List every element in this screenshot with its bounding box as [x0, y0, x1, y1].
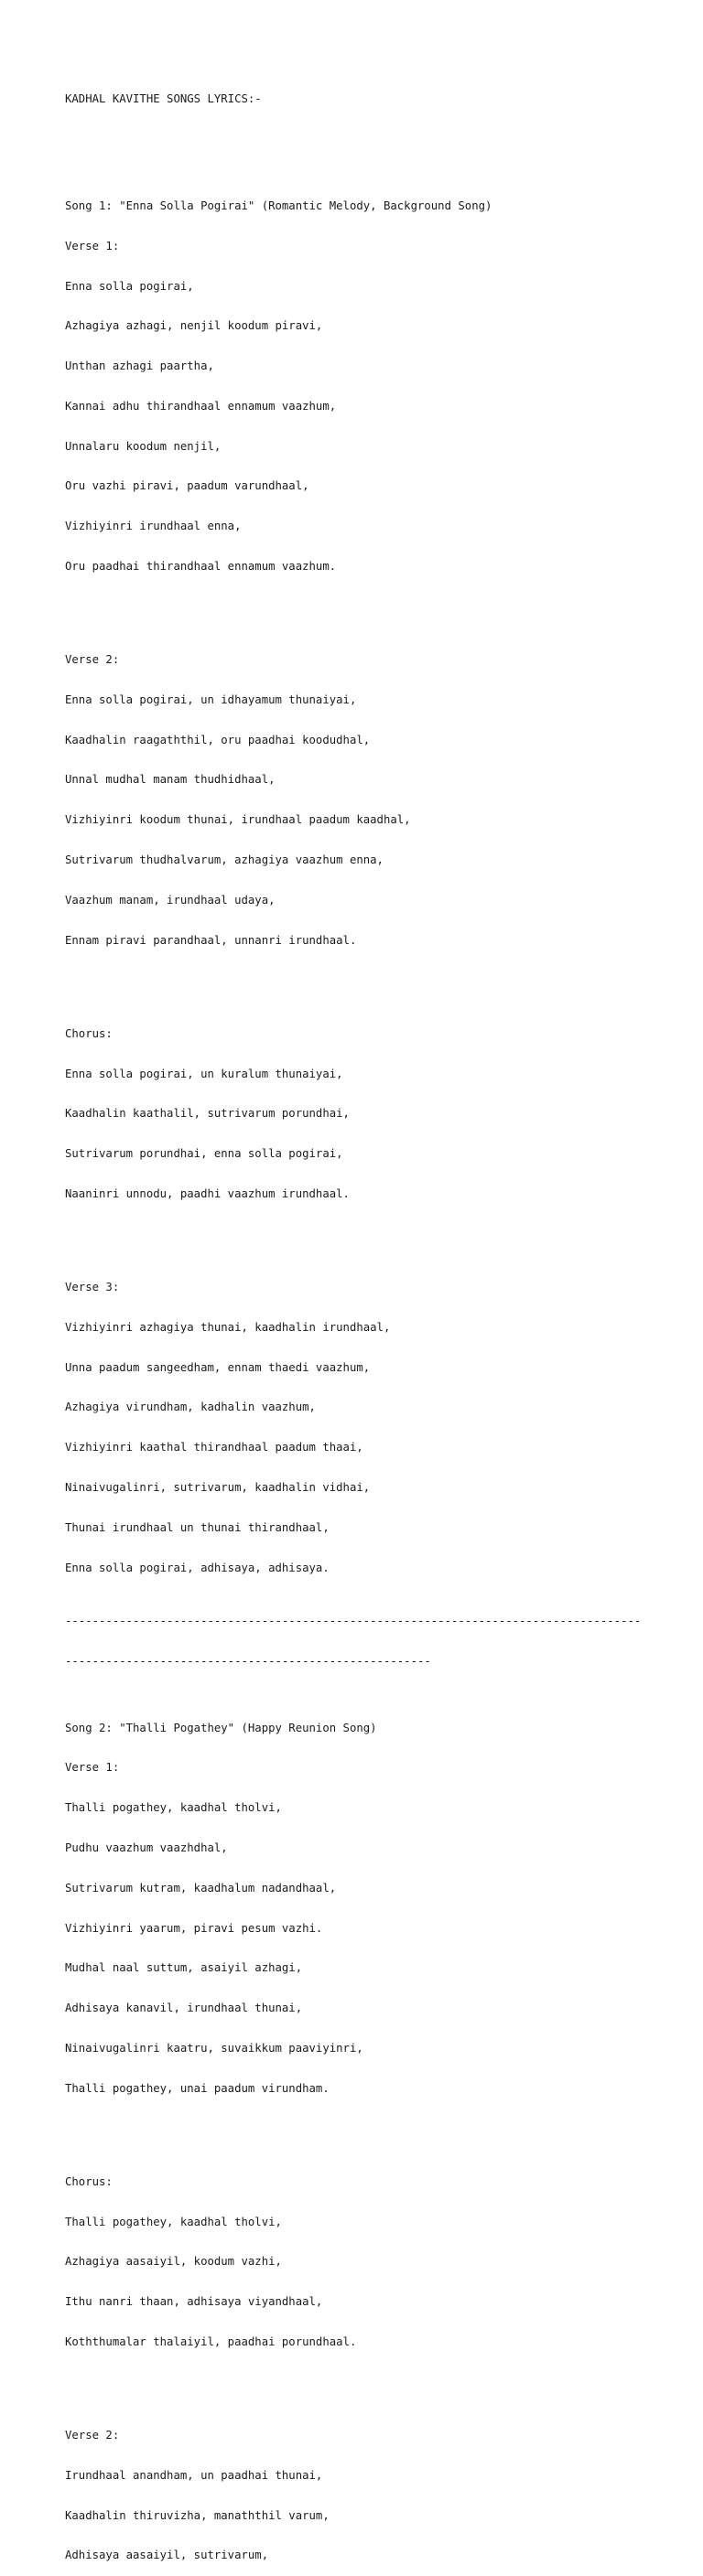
lyric-line: Kaadhalin kaathalil, sutrivarum porundhai,	[65, 1107, 350, 1121]
lyric-line: Thalli pogathey, kaadhal tholvi,	[65, 1801, 282, 1815]
lyric-line: Thunai irundhaal un thunai thirandhaal,	[65, 1520, 330, 1534]
lyric-line: Oru paadhai thirandhaal ennamum vaazhum.	[65, 559, 337, 573]
lyric-line: Ninaivugalinri, sutrivarum, kaadhalin vidhai,	[65, 1480, 371, 1494]
lyric-line: Koththumalar thalaiyil, paadhai porundhaal.	[65, 2334, 357, 2348]
lyric-line: Thalli pogathey, kaadhal tholvi,	[65, 2215, 282, 2228]
song2-verse1-label: Verse 1:	[65, 1761, 120, 1775]
lyric-line: Adhisaya kanavil, irundhaal thunai,	[65, 2002, 303, 2015]
blank-line	[65, 1228, 687, 1241]
lyric-line: Irundhaal anandham, un paadhai thunai,	[65, 2468, 323, 2482]
lyrics-document	[65, 66, 687, 2576]
lyric-line: Azhagiya azhagi, nenjil koodum piravi,	[65, 319, 323, 333]
lyric-line: Enna solla pogirai, adhisaya, adhisaya.	[65, 1561, 330, 1574]
blank-line	[65, 133, 687, 146]
lyric-line: Enna solla pogirai,	[65, 279, 194, 293]
lyric-line: Vizhiyinri yaarum, piravi pesum vazhi.	[65, 1921, 323, 1935]
lyric-line: Kannai adhu thirandhaal ennamum vaazhum,	[65, 399, 337, 413]
lyric-line: Thalli pogathey, unai paadum virundham.	[65, 2081, 330, 2095]
lyric-line: Kaadhalin raagaththil, oru paadhai koodudhal,	[65, 733, 371, 746]
lyric-line: Enna solla pogirai, un idhayamum thunaiyai,	[65, 692, 357, 706]
lyric-line: Naaninri unnodu, paadhi vaazhum irundhaal.	[65, 1186, 350, 1200]
lyric-line: Sutrivarum porundhai, enna solla pogirai,	[65, 1147, 343, 1161]
blank-line	[65, 2121, 687, 2135]
lyric-line: Vaazhum manam, irundhaal udaya,	[65, 893, 276, 907]
lyric-line: Mudhal naal suttum, asaiyil azhagi,	[65, 1961, 303, 1975]
lyric-line: Sutrivarum thudhalvarum, azhagiya vaazhum enna,	[65, 853, 384, 867]
lyric-line: Ennam piravi parandhaal, unnanri irundhaal.	[65, 933, 357, 947]
blank-line	[65, 600, 687, 614]
song2-heading: Song 2: "Thalli Pogathey" (Happy Reunion Song)	[65, 1721, 377, 1734]
separator-line: ------------------------------------------------------	[65, 1654, 431, 1668]
lyric-line: Adhisaya aasaiyil, sutrivarum,	[65, 2549, 269, 2562]
song1-verse1-label: Verse 1:	[65, 239, 120, 252]
lyric-line: Pudhu vaazhum vaazhdhal,	[65, 1841, 228, 1854]
lyric-line: Sutrivarum kutram, kaadhalum nadandhaal,	[65, 1881, 337, 1894]
song2-verse2-label: Verse 2:	[65, 2429, 120, 2442]
lyric-line: Kaadhalin thiruvizha, manaththil varum,	[65, 2508, 330, 2522]
lyric-line: Oru vazhi piravi, paadum varundhaal,	[65, 479, 309, 493]
lyric-line: Unna paadum sangeedham, ennam thaedi vaazhum,	[65, 1360, 371, 1374]
song1-verse2-label: Verse 2:	[65, 653, 120, 667]
song2-chorus-label: Chorus:	[65, 2174, 113, 2188]
song1-heading: Song 1: "Enna Solla Pogirai" (Romantic Melody, Background Song)	[65, 199, 492, 212]
lyric-line: Vizhiyinri azhagiya thunai, kaadhalin irundhaal,	[65, 1320, 391, 1334]
blank-line	[65, 2376, 687, 2389]
lyric-line: Unnalaru koodum nenjil,	[65, 439, 222, 453]
document-title: KADHAL KAVITHE SONGS LYRICS:-	[65, 92, 262, 106]
song1-chorus-label: Chorus:	[65, 1026, 113, 1040]
song1-verse3-label: Verse 3:	[65, 1281, 120, 1294]
lyric-line: Unnal mudhal manam thudhidhaal,	[65, 773, 276, 787]
separator-line: -------------------------------------------------------------------------------------	[65, 1614, 642, 1627]
lyric-line: Azhagiya virundham, kadhalin vaazhum,	[65, 1401, 316, 1414]
lyric-line: Enna solla pogirai, un kuralum thunaiyai,	[65, 1067, 343, 1080]
lyric-line: Vizhiyinri kaathal thirandhaal paadum thaai,	[65, 1441, 363, 1454]
lyric-line: Ninaivugalinri kaatru, suvaikkum paaviyinri,	[65, 2041, 363, 2055]
lyric-line: Vizhiyinri irundhaal enna,	[65, 520, 242, 533]
lyric-line: Vizhiyinri koodum thunai, irundhaal paadum kaadhal,	[65, 813, 411, 827]
lyric-line: Azhagiya aasaiyil, koodum vazhi,	[65, 2255, 282, 2269]
lyric-line: Ithu nanri thaan, adhisaya viyandhaal,	[65, 2295, 323, 2309]
blank-line	[65, 973, 687, 987]
lyric-line: Unthan azhagi paartha,	[65, 360, 214, 373]
